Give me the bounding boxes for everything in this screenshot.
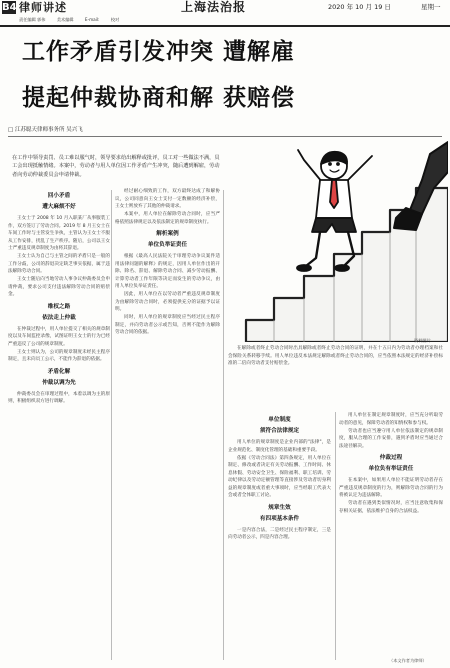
subheading: 回小矛盾	[47, 193, 71, 199]
paragraph: 在本案中，如果用人单位不能证明劳动者存在严重违反规章制度的行为，则解除劳动合同的行为将被认定为违法解除。	[339, 478, 443, 498]
paragraph: 依据《劳动合同法》第四条规定，用人单位在制定、修改或者决定有关劳动报酬、工作时间、休息休假、劳动安全卫生、保险福利、职工培训、劳动纪律以及劳动定额管理等直接涉及劳动者切身利益的规章制度或者重大事项时，应当经职工代表大会或者全体职工讨论。	[228, 455, 331, 498]
author-note: （本文作者为律师）	[389, 658, 427, 663]
paragraph: 王女士则认为，公司的规章制度未经民主程序制定，且未向员工公示，不能作为辞退的依据。	[8, 349, 110, 362]
lede-paragraph: 在工作中领导责罚、员工难以服气时，领导要求给出解释或批评，员工对一些做法不满，员工会出现抵触情绪。本案中，劳动者与用人单位因工作矛盾产生冲突，随后遭到解雇，劳动者向劳动仲裁委员会申请仲裁。	[12, 155, 220, 178]
subheading: 单位制度	[268, 417, 291, 423]
section-title: 律师讲述	[19, 1, 67, 14]
paragraph: 王女士认为自己与主管之间的矛盾只是一般的工作分歧，公司的辞退决定缺乏事实依据，属于违法解除劳动合同。	[8, 254, 110, 274]
column-divider	[111, 190, 112, 660]
subheading: 单位负有举证责任	[368, 466, 414, 472]
column-divider	[335, 412, 336, 660]
article-column-1	[8, 188, 110, 663]
article-wide-paragraph	[228, 345, 443, 407]
page-number: B4	[2, 2, 17, 13]
paragraph: 因此，用人单位在以劳动者严重违反规章制度为由解除劳动合同时，必须提供充分的证据予以证明。	[115, 292, 220, 312]
article-column-2	[115, 188, 220, 663]
issue-weekday: 星期一	[421, 3, 441, 11]
editor-credit: 校对	[110, 17, 120, 22]
paragraph: 在仲裁过程中，用人单位提交了相关的规章制度以及车间监控录像，试图证明王女士的行为已经严重违反了公司的规章制度。	[8, 326, 110, 347]
subheading: 规章生效	[268, 504, 291, 511]
subheading: 依法走上仲裁	[42, 314, 76, 321]
issue-date: 2020 年 10 月 19 日	[328, 3, 391, 11]
subheading: 仲裁过程	[379, 455, 403, 461]
subheading: 单位负举证责任	[147, 242, 188, 248]
paragraph: 仲裁委员会在审理过程中，本着以调为主的原则，积极组织双方进行调解。	[8, 391, 110, 404]
paragraph: 劳动者也应当遵守用人单位依法制定的规章制度，服从合理的工作安排，遇到矛盾时应当通过合法途径解决。	[339, 428, 443, 449]
paragraph: 本案中，用人单位在解除劳动合同时，应当严格依照法律规定以及依法制定的规章制度执行。	[115, 212, 220, 225]
headline	[22, 36, 442, 114]
paragraph: 经过耐心细致的工作，双方最终达成了和解协议，公司同意向王女士支付一定数额的经济补偿，王女士则放弃了其他的仲裁请求。	[115, 189, 220, 209]
illustration-credit: 资料图片	[414, 338, 431, 343]
paragraph: 根据《最高人民法院关于审理劳动争议案件适用法律问题的解释》的规定，因用人单位作出的开除、除名、辞退、解除劳动合同、减少劳动报酬、计算劳动者工作年限等决定而发生的劳动争议，由用人单位负举证责任。	[115, 254, 220, 289]
subheading: 遭大麻烦不好	[42, 204, 76, 210]
paragraph: 劳动者在遇到类似情况时，应当注意收集和保存相关证据，依法维护自身的合法权益。	[339, 501, 443, 514]
subheading: 有四项基本条件	[259, 515, 300, 522]
paragraph: 用人单位的规章制度是企业内部的"法律"，是企业规范化、制度化管理的基础和重要手段。	[228, 440, 331, 453]
headline-line-2: 提起仲裁协商和解 获赔偿	[22, 85, 296, 111]
subheading: 须符合法律规定	[259, 428, 300, 434]
paragraph: 王女士随后向当地劳动人事争议仲裁委员会申请仲裁，要求公司支付违法解除劳动合同的赔偿金。	[8, 277, 110, 297]
editor-credits	[19, 16, 450, 24]
article-column-4	[339, 412, 443, 662]
illustration-image	[226, 132, 448, 342]
subheading: 矛盾化解	[47, 368, 71, 375]
editor-credit: 责任编辑 郭伟	[19, 17, 46, 22]
article-column-3	[228, 412, 331, 662]
byline: □ 江苏聪天律师事务所 吴兴飞	[8, 127, 83, 133]
subheading: 维权之路	[47, 303, 71, 310]
column-divider	[223, 190, 224, 660]
falling-worker	[297, 150, 372, 271]
paragraph: 王女士于 2008 年 10 月入职某厂从事服装工作，双方签订了劳动合同。2019 年 8 月王女士在车间工作时与主管发生争执，主管认为王女士不服从工作安排，扰乱了生产秩序。随后，公司以王女士严重违反规章制度为由将其辞退。	[8, 216, 110, 251]
subheading: 解析案例	[156, 231, 179, 237]
masthead	[0, 0, 450, 16]
paragraph: 同时，用人单位的规章制度应当经过民主程序制定，并向劳动者公示或告知，否则不能作为解除劳动合同的依据。	[115, 315, 220, 335]
paragraph: 用人单位在制定规章制度时，应当充分听取劳动者的意见，保障劳动者的知情权和参与权。	[339, 413, 443, 426]
headline-line-1: 工作矛盾引发冲突 遭解雇	[22, 39, 296, 65]
editor-credit: 美术编辑	[56, 17, 74, 22]
editor-credit: E-mail:	[84, 17, 100, 22]
paragraph: 在解除或者终止劳动合同时出具解除或者终止劳动合同的证明，并在十五日内为劳动者办理档案和社会保险关系转移手续。用人单位违反本法规定解除或者终止劳动合同的，应当依照本法规定的经济补偿标准的二倍向劳动者支付赔偿金。	[228, 346, 443, 366]
masthead-rule	[0, 25, 450, 27]
paper-name: 上海法治报	[181, 0, 247, 14]
subheading: 仲裁以调为先	[42, 379, 76, 386]
paragraph: 一是内容合法，二是经过民主程序制定，三是向劳动者公示，四是内容合理。	[228, 527, 331, 540]
